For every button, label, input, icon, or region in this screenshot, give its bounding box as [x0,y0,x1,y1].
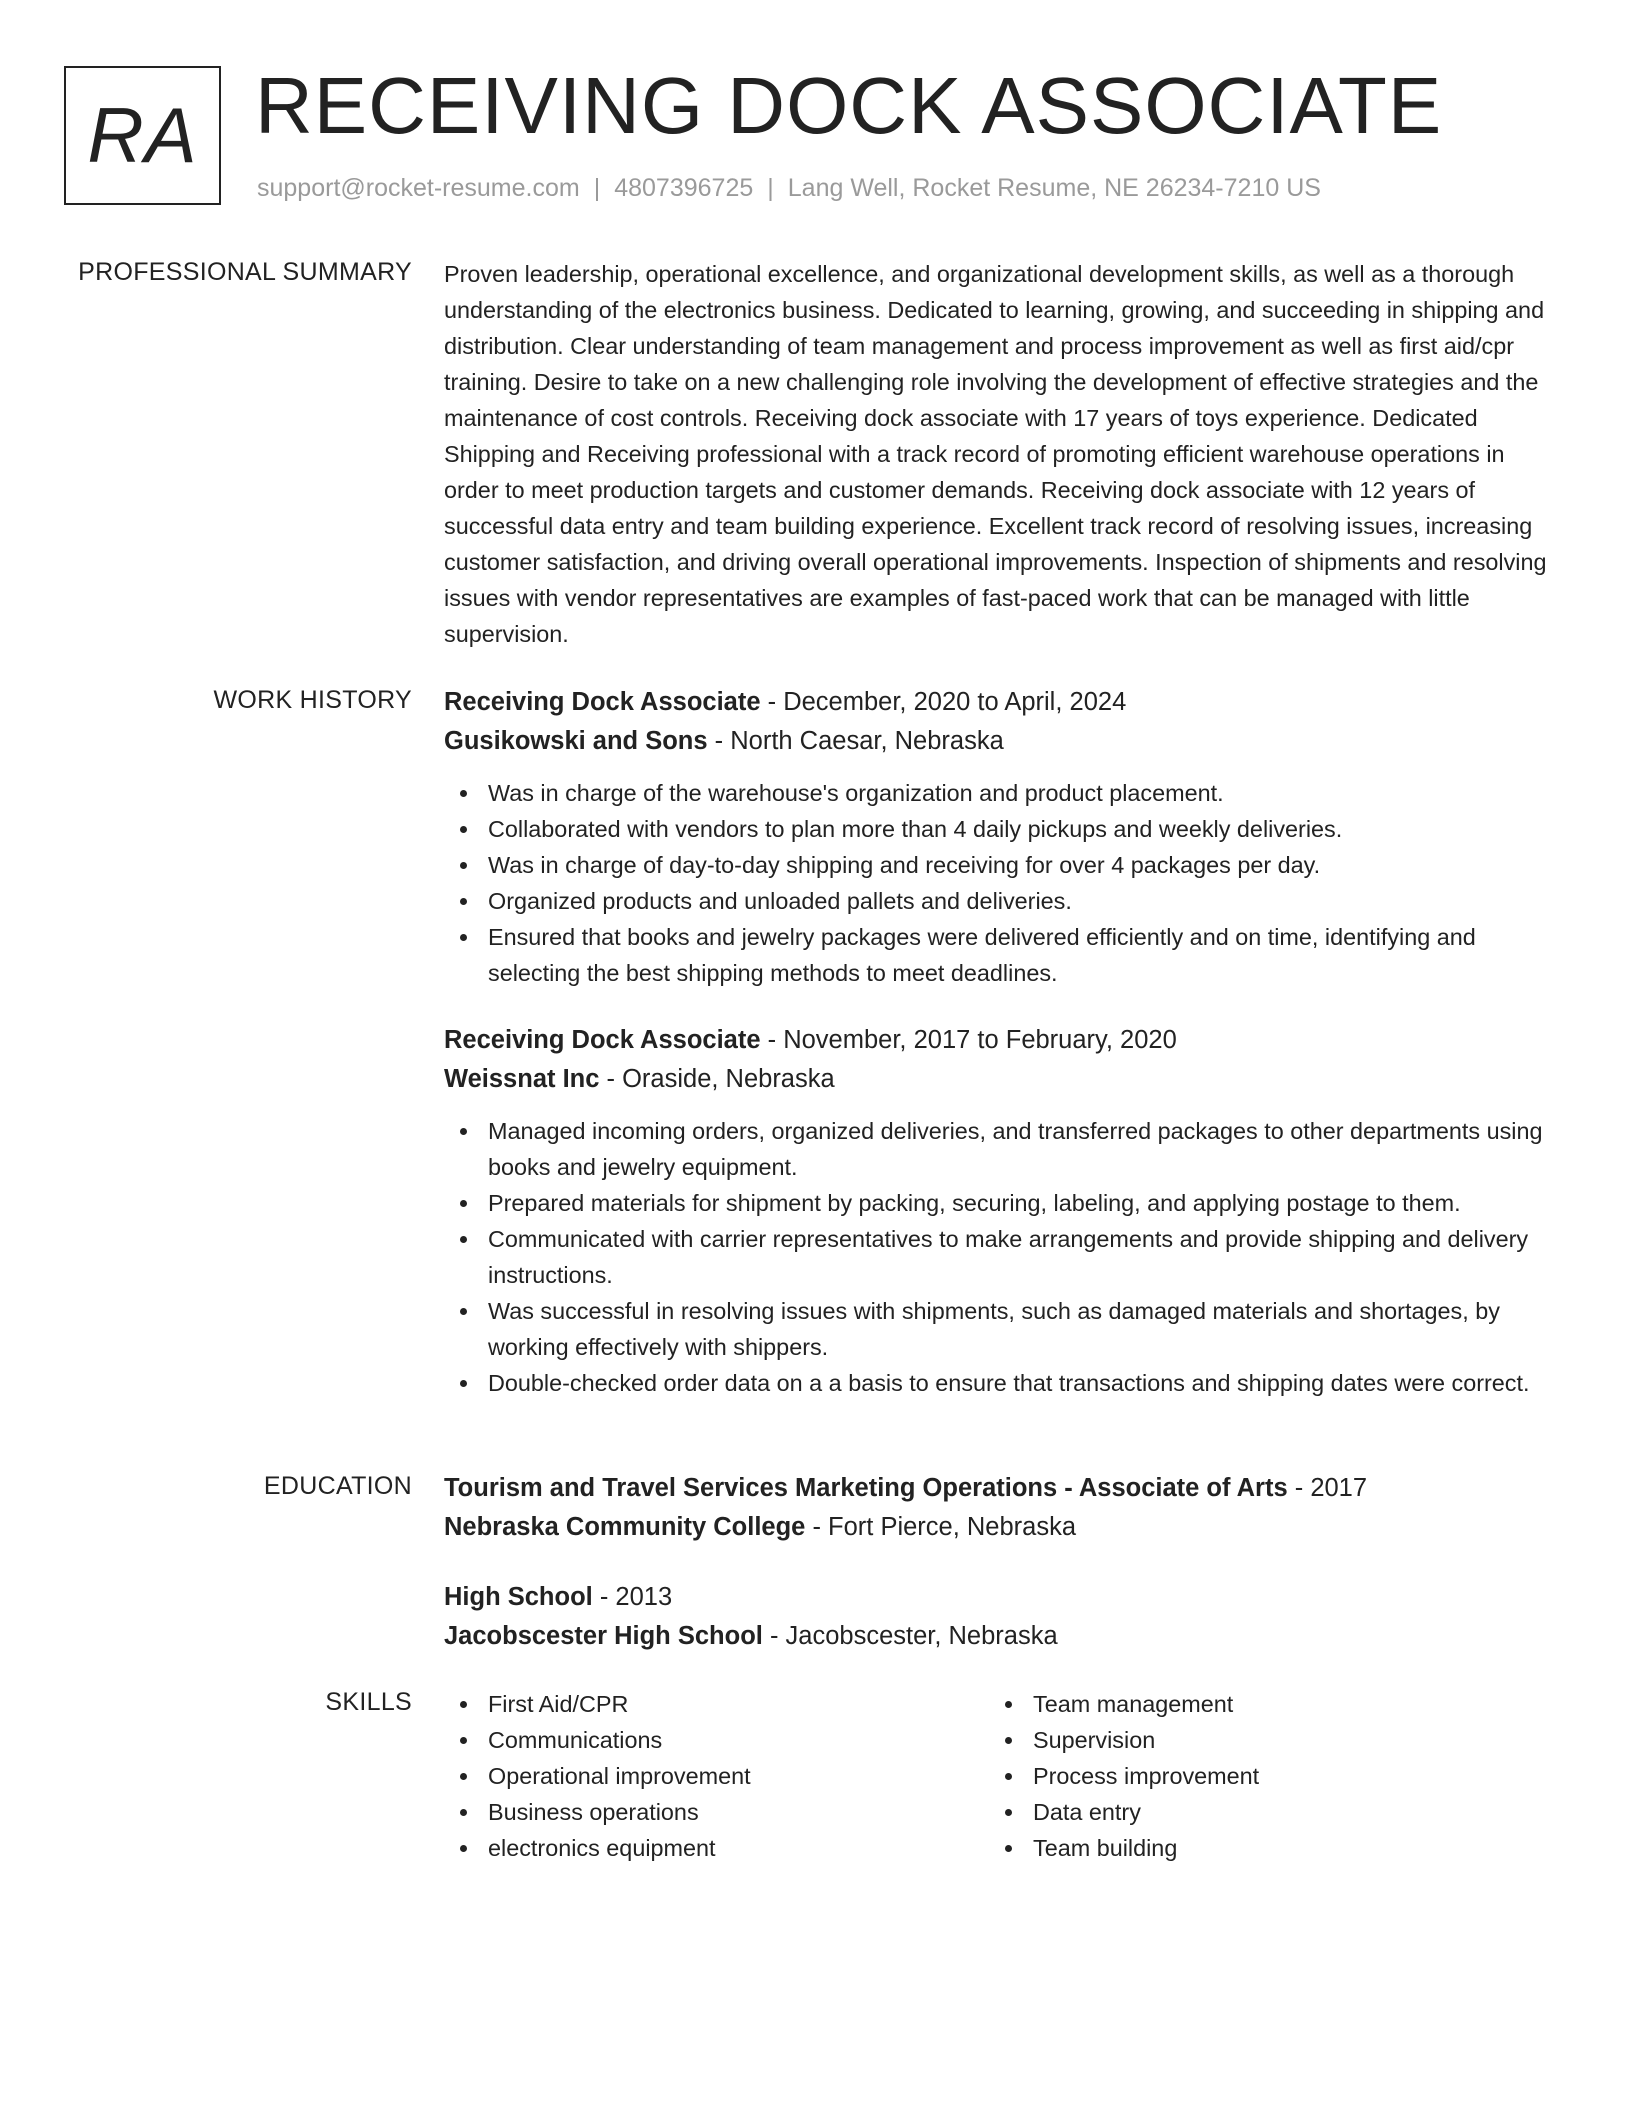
work-history-label: WORK HISTORY [213,686,412,714]
monogram-initials: RA [87,91,198,179]
job-company: Gusikowski and Sons [444,727,708,755]
job-entry [444,683,1559,991]
summary-label: PROFESSIONAL SUMMARY [78,258,412,286]
job-title: Receiving Dock Associate [444,1026,761,1054]
school-location: - Fort Pierce, Nebraska [805,1513,1077,1541]
job-duty: Double-checked order data on a a basis to ensure that transactions and shipping dates were correct. [444,1365,1559,1401]
contact-separator: | [593,174,601,202]
school-name: Jacobscester High School [444,1622,763,1650]
skills-body [444,1686,1559,1886]
contact-line [257,174,1321,203]
job-dates: - December, 2020 to April, 2024 [760,688,1127,716]
skill-item: Business operations [444,1794,964,1830]
job-location: - Oraside, Nebraska [599,1065,835,1093]
job-duty: Managed incoming orders, organized deliveries, and transferred packages to other departments using books and jewelry equipment. [444,1113,1559,1185]
job-company-line [444,1060,1559,1099]
education-entry [444,1469,1559,1547]
job-title-line [444,1021,1559,1060]
skill-item: First Aid/CPR [444,1686,964,1722]
contact-email: support@rocket-resume.com [257,174,580,202]
degree-year: - 2017 [1287,1474,1368,1502]
job-duty: Communicated with carrier representatives to make arrangements and provide shipping and delivery instructions. [444,1221,1559,1293]
contact-phone: 4807396725 [614,174,754,202]
skill-item: Team building [989,1830,1509,1866]
skills-list-left [444,1686,964,1866]
degree-line [444,1578,1559,1617]
job-title-line [444,683,1559,722]
skills-label: SKILLS [325,1688,412,1716]
resume-header [64,61,1572,210]
job-duty: Was in charge of the warehouse's organization and product placement. [444,775,1559,811]
job-duty: Collaborated with vendors to plan more than 4 daily pickups and weekly deliveries. [444,811,1559,847]
skill-item: Communications [444,1722,964,1758]
summary-body [444,256,1559,652]
school-location: - Jacobscester, Nebraska [762,1622,1058,1650]
job-duty: Organized products and unloaded pallets and deliveries. [444,883,1559,919]
summary-text: Proven leadership, operational excellence, and organizational development skills, as well as a thorough understanding of the electronics business. Dedicated to learning, growing, and succeeding in shipping and distribution. Clear understanding of team management and process improvement as well as first aid/cpr training. Desire to take on a new challenging role involving the development of effective strategies and the maintenance of cost controls. Receiving dock associate with 17 years of toys experience. Dedicated Shipping and Receiving professional with a track record of promoting efficient warehouse operations in order to meet production targets and customer demands. Receiving dock associate with 12 years of successful data entry and team building experience. Excellent track record of resolving issues, increasing customer satisfaction, and driving overall operational improvements. Inspection of shipments and resolving issues with vendor representatives are examples of fast-paced work that can be managed with little supervision. [444,261,1547,647]
work-history-body [444,683,1559,1401]
resume-title: RECEIVING DOCK ASSOCIATE [255,61,1443,150]
job-duty: Was successful in resolving issues with shipments, such as damaged materials and shortages, by working effectively with shippers. [444,1293,1559,1365]
contact-address: Lang Well, Rocket Resume, NE 26234-7210 US [787,174,1321,202]
job-dates: - November, 2017 to February, 2020 [760,1026,1177,1054]
contact-separator: | [767,174,774,202]
job-company: Weissnat Inc [444,1065,600,1093]
job-duty: Prepared materials for shipment by packing, securing, labeling, and applying postage to them. [444,1185,1559,1221]
school-line [444,1617,1559,1656]
job-duties-list [444,1113,1559,1401]
skill-item: electronics equipment [444,1830,964,1866]
skill-item: Process improvement [989,1758,1509,1794]
job-duty: Was in charge of day-to-day shipping and receiving for over 4 packages per day. [444,847,1559,883]
school-line [444,1508,1559,1547]
job-duty: Ensured that books and jewelry packages were delivered efficiently and on time, identifying and selecting the best shipping methods to meet deadlines. [444,919,1559,991]
skill-item: Data entry [989,1794,1509,1830]
degree-name: High School [444,1583,593,1611]
skills-list-right [989,1686,1509,1866]
skill-item: Operational improvement [444,1758,964,1794]
job-duties-list [444,775,1559,991]
degree-line [444,1469,1559,1508]
job-entry [444,1021,1559,1401]
job-company-line [444,722,1559,761]
degree-year: - 2013 [592,1583,673,1611]
education-body [444,1469,1559,1656]
monogram-box [64,66,221,205]
job-location: - North Caesar, Nebraska [707,727,1004,755]
skill-item: Team management [989,1686,1509,1722]
skill-item: Supervision [989,1722,1509,1758]
school-name: Nebraska Community College [444,1513,806,1541]
job-title: Receiving Dock Associate [444,688,761,716]
education-label: EDUCATION [263,1472,412,1500]
degree-name: Tourism and Travel Services Marketing Operations - Associate of Arts [444,1474,1288,1502]
education-entry [444,1578,1559,1656]
